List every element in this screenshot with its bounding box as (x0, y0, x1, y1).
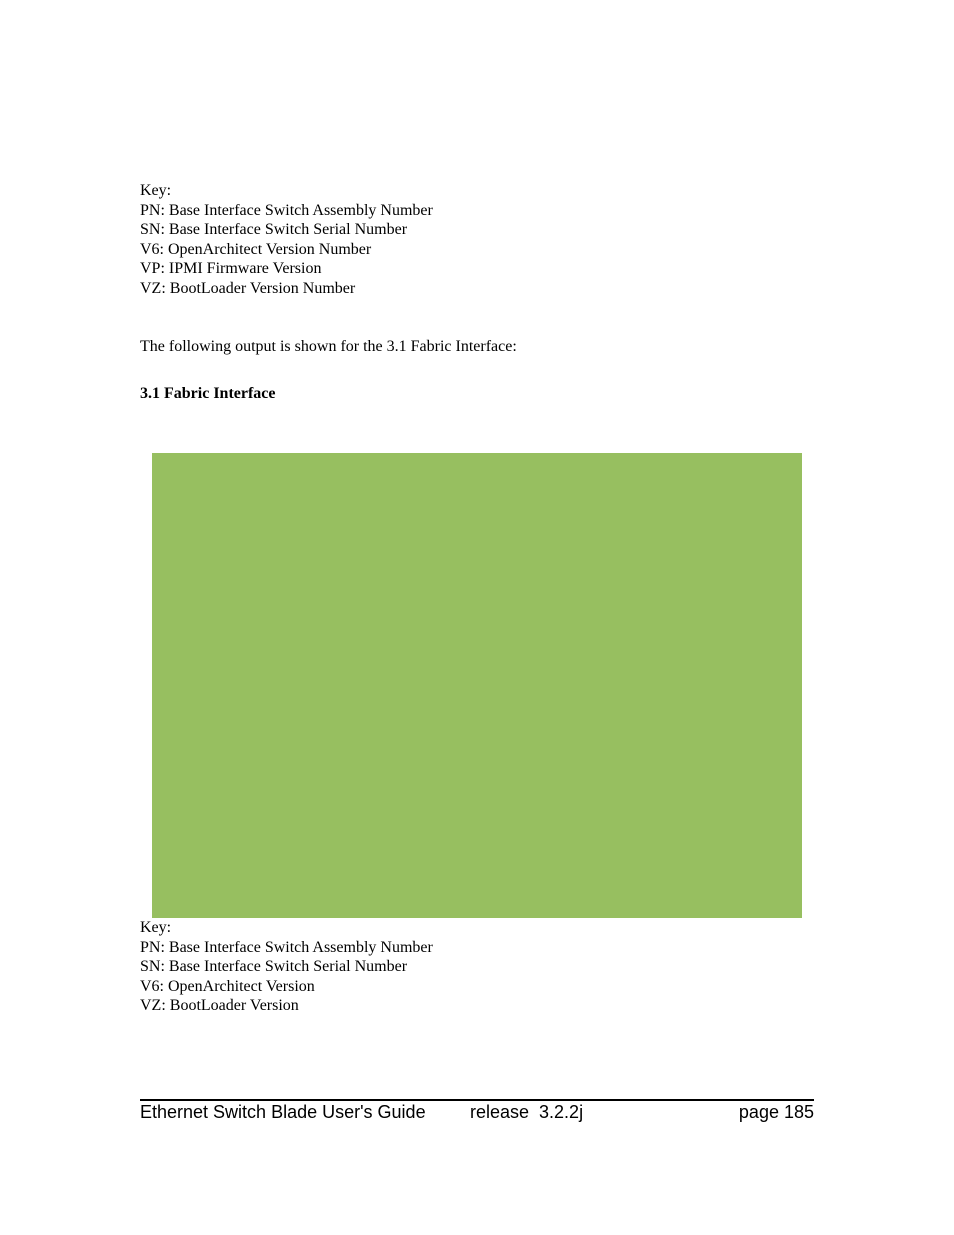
key-item-sn: SN: Base Interface Switch Serial Number (140, 221, 408, 239)
footer-page-number: page 185 (738, 1102, 814, 1122)
intro-paragraph: The following output is shown for the 3.1 Fabric Interface: (140, 338, 517, 355)
key-item-v6: V6: OpenArchitect Version (140, 977, 315, 995)
section-heading: 3.1 Fabric Interface (140, 385, 276, 402)
footer-document-title: Ethernet Switch Blade User's Guide (140, 1102, 426, 1122)
key-item-pn: PN: Base Interface Switch Assembly Number (140, 938, 433, 956)
key-title: Key: (140, 919, 172, 936)
key-list-fabric-interface (140, 918, 433, 1016)
key-item-vz: VZ: BootLoader Version (140, 997, 299, 1015)
key-list-base-interface (140, 181, 433, 299)
footer-release: release 3.2.2j (470, 1102, 584, 1122)
key-item-vp: VP: IPMI Firmware Version (140, 260, 322, 278)
key-title: Key: (140, 182, 172, 199)
key-item-v6: V6: OpenArchitect Version Number (140, 240, 372, 258)
key-item-pn: PN: Base Interface Switch Assembly Number (140, 201, 433, 219)
key-item-vz: VZ: BootLoader Version Number (140, 279, 356, 297)
output-figure-placeholder (152, 453, 802, 918)
key-item-sn: SN: Base Interface Switch Serial Number (140, 958, 408, 976)
